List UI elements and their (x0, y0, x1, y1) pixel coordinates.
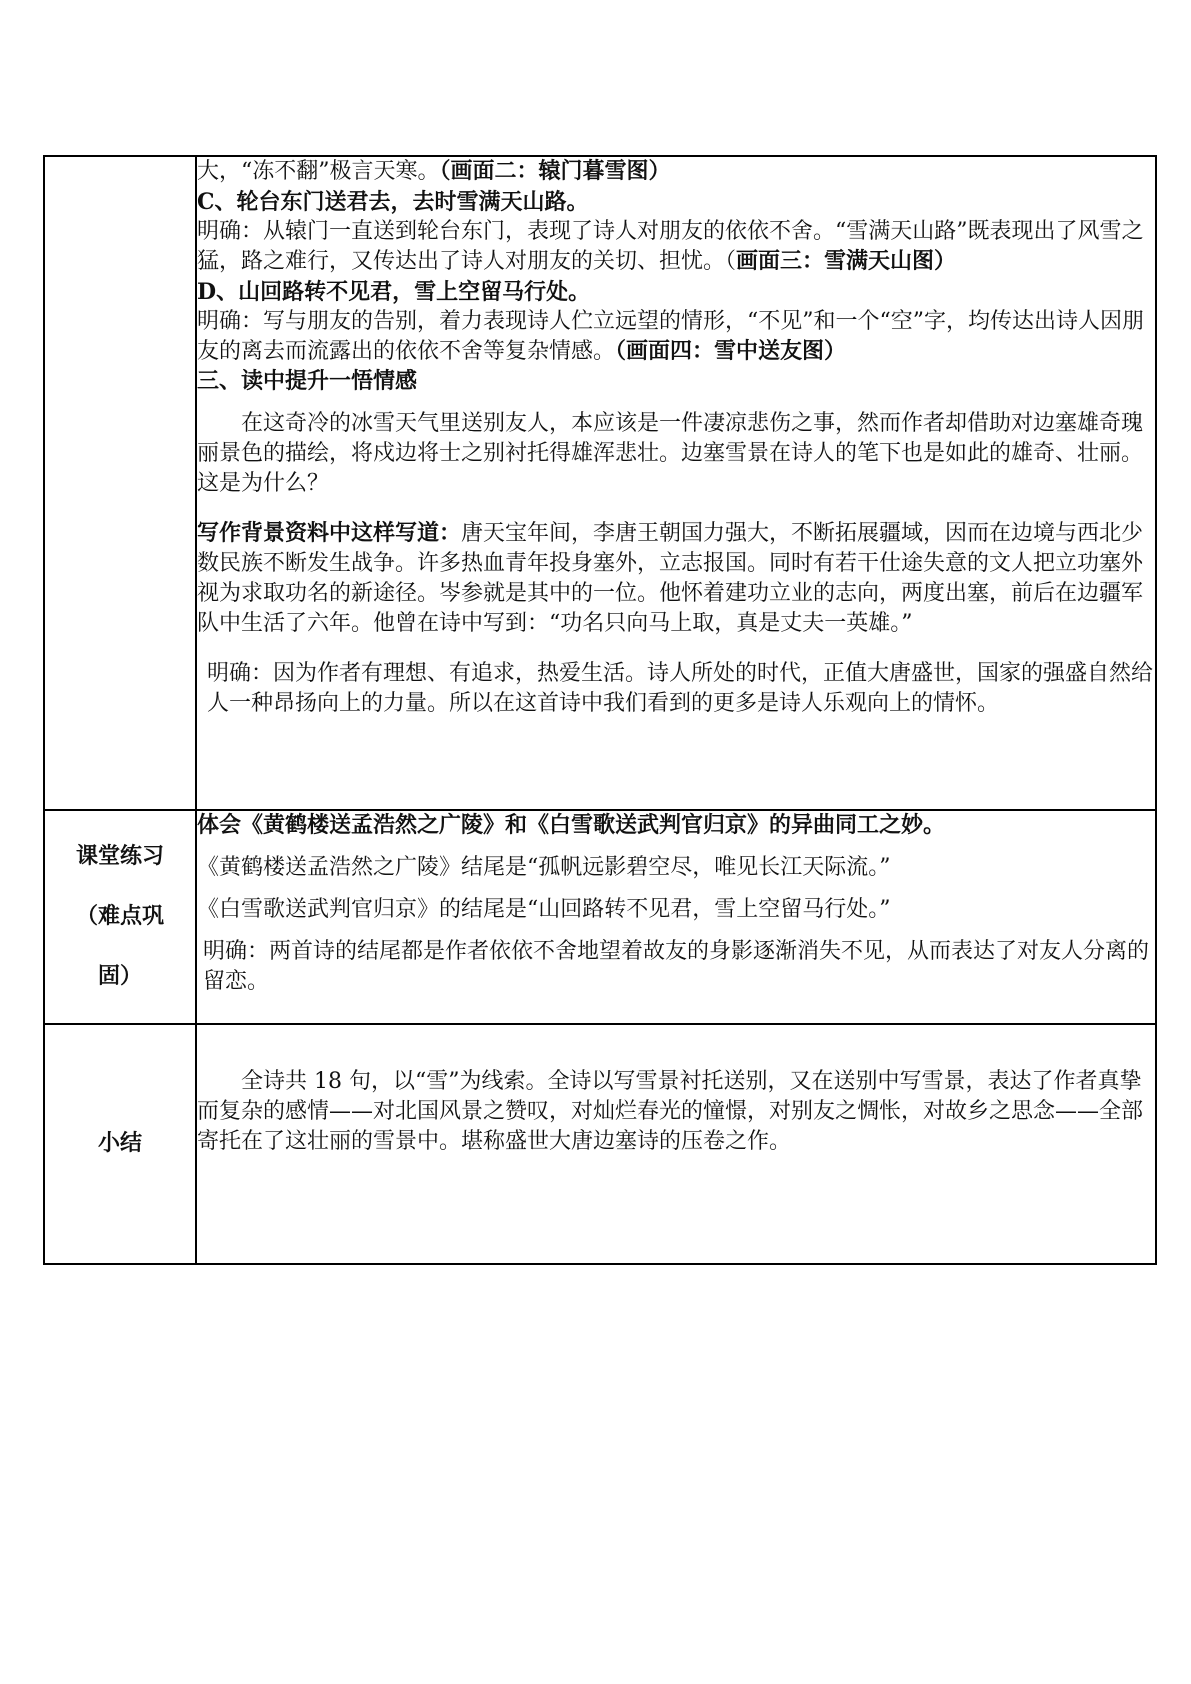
scene-two-line: 大，“冻不翻”极言天寒。（画面二：辕门暮雪图） (197, 159, 671, 184)
lesson-plan-table (43, 155, 1157, 1265)
section-three-heading: 三、读中提升一悟情感 (197, 369, 418, 394)
practice-heading: 体会《黄鹤楼送孟浩然之广陵》和《白雪歌送武判官归京》的异曲同工之妙。 (197, 813, 946, 838)
content-row-body (196, 156, 1156, 810)
line-d-explanation: 明确：写与朋友的告别，着力表现诗人伫立远望的情形，“不见”和一个“空”字，均传达出诗人因朋友的离去而流露出的依依不舍等复杂情感。（画面四：雪中送友图） (197, 309, 1144, 364)
summary-text: 全诗共 18 句，以“雪”为线索。全诗以写雪景衬托送别，又在送别中写雪景，表达了作者真挚而复杂的感情——对北国风景之赞叹，对灿烂春光的憧憬，对别友之惆怅，对故乡之思念——全部寄托在了这壮丽的雪景中。堪称盛世大唐边塞诗的压卷之作。 (197, 1069, 1144, 1154)
practice-row (44, 810, 1156, 1024)
practice-label-line2: （难点巩 (75, 904, 164, 929)
practice-label-line3: 固） (97, 964, 142, 989)
line-c-explanation: 明确：从辕门一直送到轮台东门，表现了诗人对朋友的依依不舍。“雪满天山路”既表现出了风雪之猛，路之难行，又传达出了诗人对朋友的关切、担忧。（画面三：雪满天山图） (197, 219, 1144, 274)
practice-answer: 明确：两首诗的结尾都是作者依依不舍地望着故友的身影逐渐消失不见，从而表达了对友人分离的留恋。 (203, 939, 1150, 994)
background-paragraph: 写作背景资料中这样写道：唐天宝年间，李唐王朝国力强大，不断拓展疆域，因而在边境与西北少数民族不断发生战争。许多热血青年投身塞外，立志报国。同时有若干仕途失意的文人把立功塞外视为求取功名的新途径。岑参就是其中的一位。他怀着建功立业的志向，两度出塞，前后在边疆军队中生活了六年。他曾在诗中写到：“功名只向马上取，真是丈夫一英雄。” (197, 521, 1144, 636)
practice-label-cell (44, 810, 196, 1024)
line-c-heading: C、轮台东门送君去，去时雪满天山路。 (197, 189, 589, 215)
practice-label-line1: 课堂练习 (75, 844, 164, 869)
practice-line-1: 《黄鹤楼送孟浩然之广陵》结尾是“孤帆远影碧空尽，唯见长江天际流。” (197, 855, 891, 880)
line-d-heading: D、山回路转不见君，雪上空留马行处。 (197, 279, 591, 305)
summary-body (196, 1024, 1156, 1264)
content-row-label-cell (44, 156, 196, 810)
summary-row (44, 1024, 1156, 1264)
practice-body (196, 810, 1156, 1024)
answer-paragraph: 明确：因为作者有理想、有追求，热爱生活。诗人所处的时代，正值大唐盛世，国家的强盛自然给人一种昂扬向上的力量。所以在这首诗中我们看到的更多是诗人乐观向上的情怀。 (207, 661, 1154, 716)
summary-label-cell (44, 1024, 196, 1264)
summary-label: 小结 (97, 1131, 142, 1156)
section-three-paragraph: 在这奇冷的冰雪天气里送别友人，本应该是一件凄凉悲伤之事，然而作者却借助对边塞雄奇瑰丽景色的描绘，将戍边将士之别衬托得雄浑悲壮。边塞雪景在诗人的笔下也是如此的雄奇、壮丽。这是为什么？ (197, 411, 1144, 496)
practice-line-2: 《白雪歌送武判官归京》的结尾是“山回路转不见君，雪上空留马行处。” (197, 897, 891, 922)
content-row (44, 156, 1156, 810)
